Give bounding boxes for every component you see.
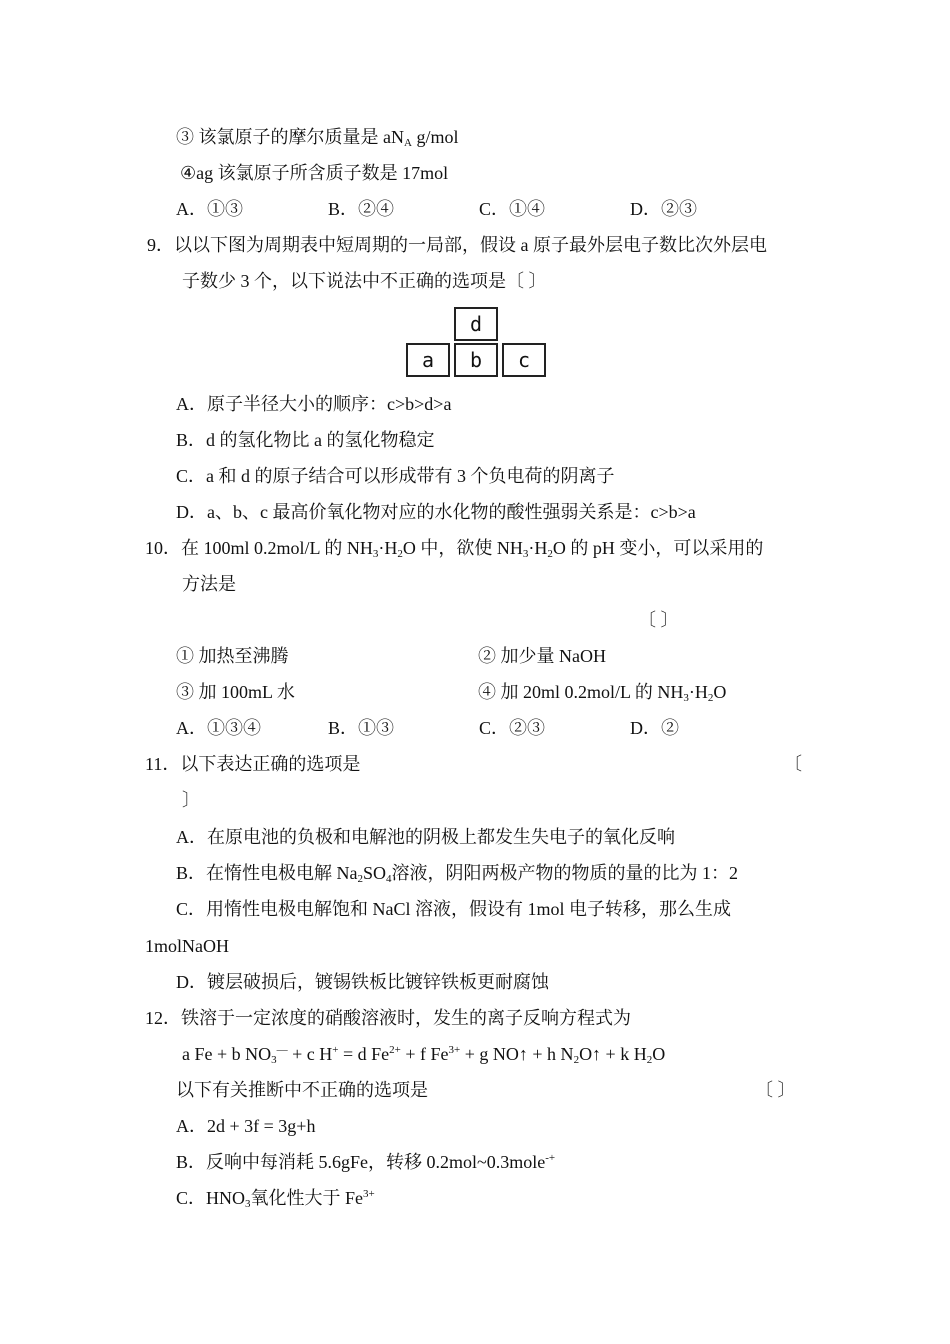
q12-equation: a Fe + b $NO_3^— + c$ H+ = d $Fe^{2+} + f$ $Fe^{3+} + g$ NO↑ + h $N_2O↑ + k$ $H_2O$: [182, 1044, 666, 1066]
q10-item-1: ① 加热至沸腾: [176, 646, 289, 666]
q11-option-c-line2: 1molNaOH: [145, 936, 229, 956]
q11-bracket-close: 〕: [182, 790, 200, 810]
q10-stem-line2: 方法是: [182, 574, 236, 594]
q8-option-a: A．①③: [176, 199, 243, 219]
q10-item-2: ② 加少量 NaOH: [478, 646, 606, 666]
q8-option-c: C．①④: [479, 199, 546, 219]
q12-option-a: A．2d + 3f = 3g+h: [176, 1116, 316, 1136]
q11-option-a: A．在原电池的负极和电解池的阴极上都发生失电子的氧化反响: [176, 827, 675, 847]
cell-c: c: [502, 343, 546, 377]
q9-option-c: C．a 和 d 的原子结合可以形成带有 3 个负电荷的阴离子: [176, 466, 615, 486]
q8-item-3: ③ 该氯原子的摩尔质量是 $aN_A$ g/mol: [176, 127, 459, 149]
q9-option-b: B．d 的氢化物比 a 的氢化物稳定: [176, 430, 435, 450]
q11-option-c-line1: C．用惰性电极电解饱和 NaCl 溶液，假设有 1mol 电子转移，那么生成: [176, 899, 732, 919]
q8-item-4: ④ag 该氯原子所含质子数是 17mol: [180, 163, 449, 183]
cell-d: d: [454, 307, 498, 341]
periodic-table-fragment: [406, 307, 546, 379]
q12-option-c: C．$HNO_3$氧化性大于 $Fe^{3+}$: [176, 1188, 375, 1210]
q11-option-d: D．镀层破损后，镀锡铁板比镀锌铁板更耐腐蚀: [176, 972, 549, 992]
q10-option-b: B．①③: [328, 718, 395, 738]
q9-option-d: D．a、b、c 最高价氧化物对应的水化物的酸性强弱关系是：c>b>a: [176, 502, 696, 522]
q8-option-d: D．②③: [630, 199, 697, 219]
q10-answer-bracket: 〔 〕: [638, 610, 679, 630]
q11-bracket-open: 〔: [784, 754, 802, 774]
q12-stem: 12．铁溶于一定浓度的硝酸溶液时，发生的离子反响方程式为: [145, 1008, 631, 1028]
q11-stem: 11．以下表达正确的选项是: [145, 754, 361, 774]
q10-option-c: C．②③: [479, 718, 546, 738]
cell-b: b: [454, 343, 498, 377]
q11-option-b: B．在惰性电极电解 $Na_2SO_4$溶液，阴阳两极产物的物质的量的比为 1：2: [176, 863, 739, 885]
q8-option-b: B．②④: [328, 199, 395, 219]
q9-stem-line2: 子数少 3 个，以下说法中不正确的选项是〔 〕: [182, 271, 547, 291]
q12-sub-stem: 以下有关推断中不正确的选项是: [176, 1080, 428, 1100]
q12-answer-bracket: 〔 〕: [755, 1080, 796, 1100]
cell-a: a: [406, 343, 450, 377]
q10-stem-line1: 10．在 100ml 0.2mol/L 的 $NH_3\cdot H_2O$ 中，欲使 $NH_3\cdot H_2O$ 的 pH 变小，可以采用的: [145, 538, 764, 560]
q10-item-3: ③ 加 100mL 水: [176, 682, 295, 702]
q9-stem-line1: 9．以以下图为周期表中短周期的一局部，假设 a 原子最外层电子数比次外层电: [147, 235, 767, 255]
q10-option-a: A．①③④: [176, 718, 261, 738]
q10-item-4: ④ 加 20ml 0.2mol/L 的 $NH_3\cdot H_2O$: [478, 682, 727, 704]
q10-option-d: D．②: [630, 718, 679, 738]
q9-option-a: A．原子半径大小的顺序：c>b>d>a: [176, 394, 452, 414]
q12-option-b: B．反响中每消耗 5.6gFe，转移 0.2mol~0.3mole-+: [176, 1152, 556, 1172]
